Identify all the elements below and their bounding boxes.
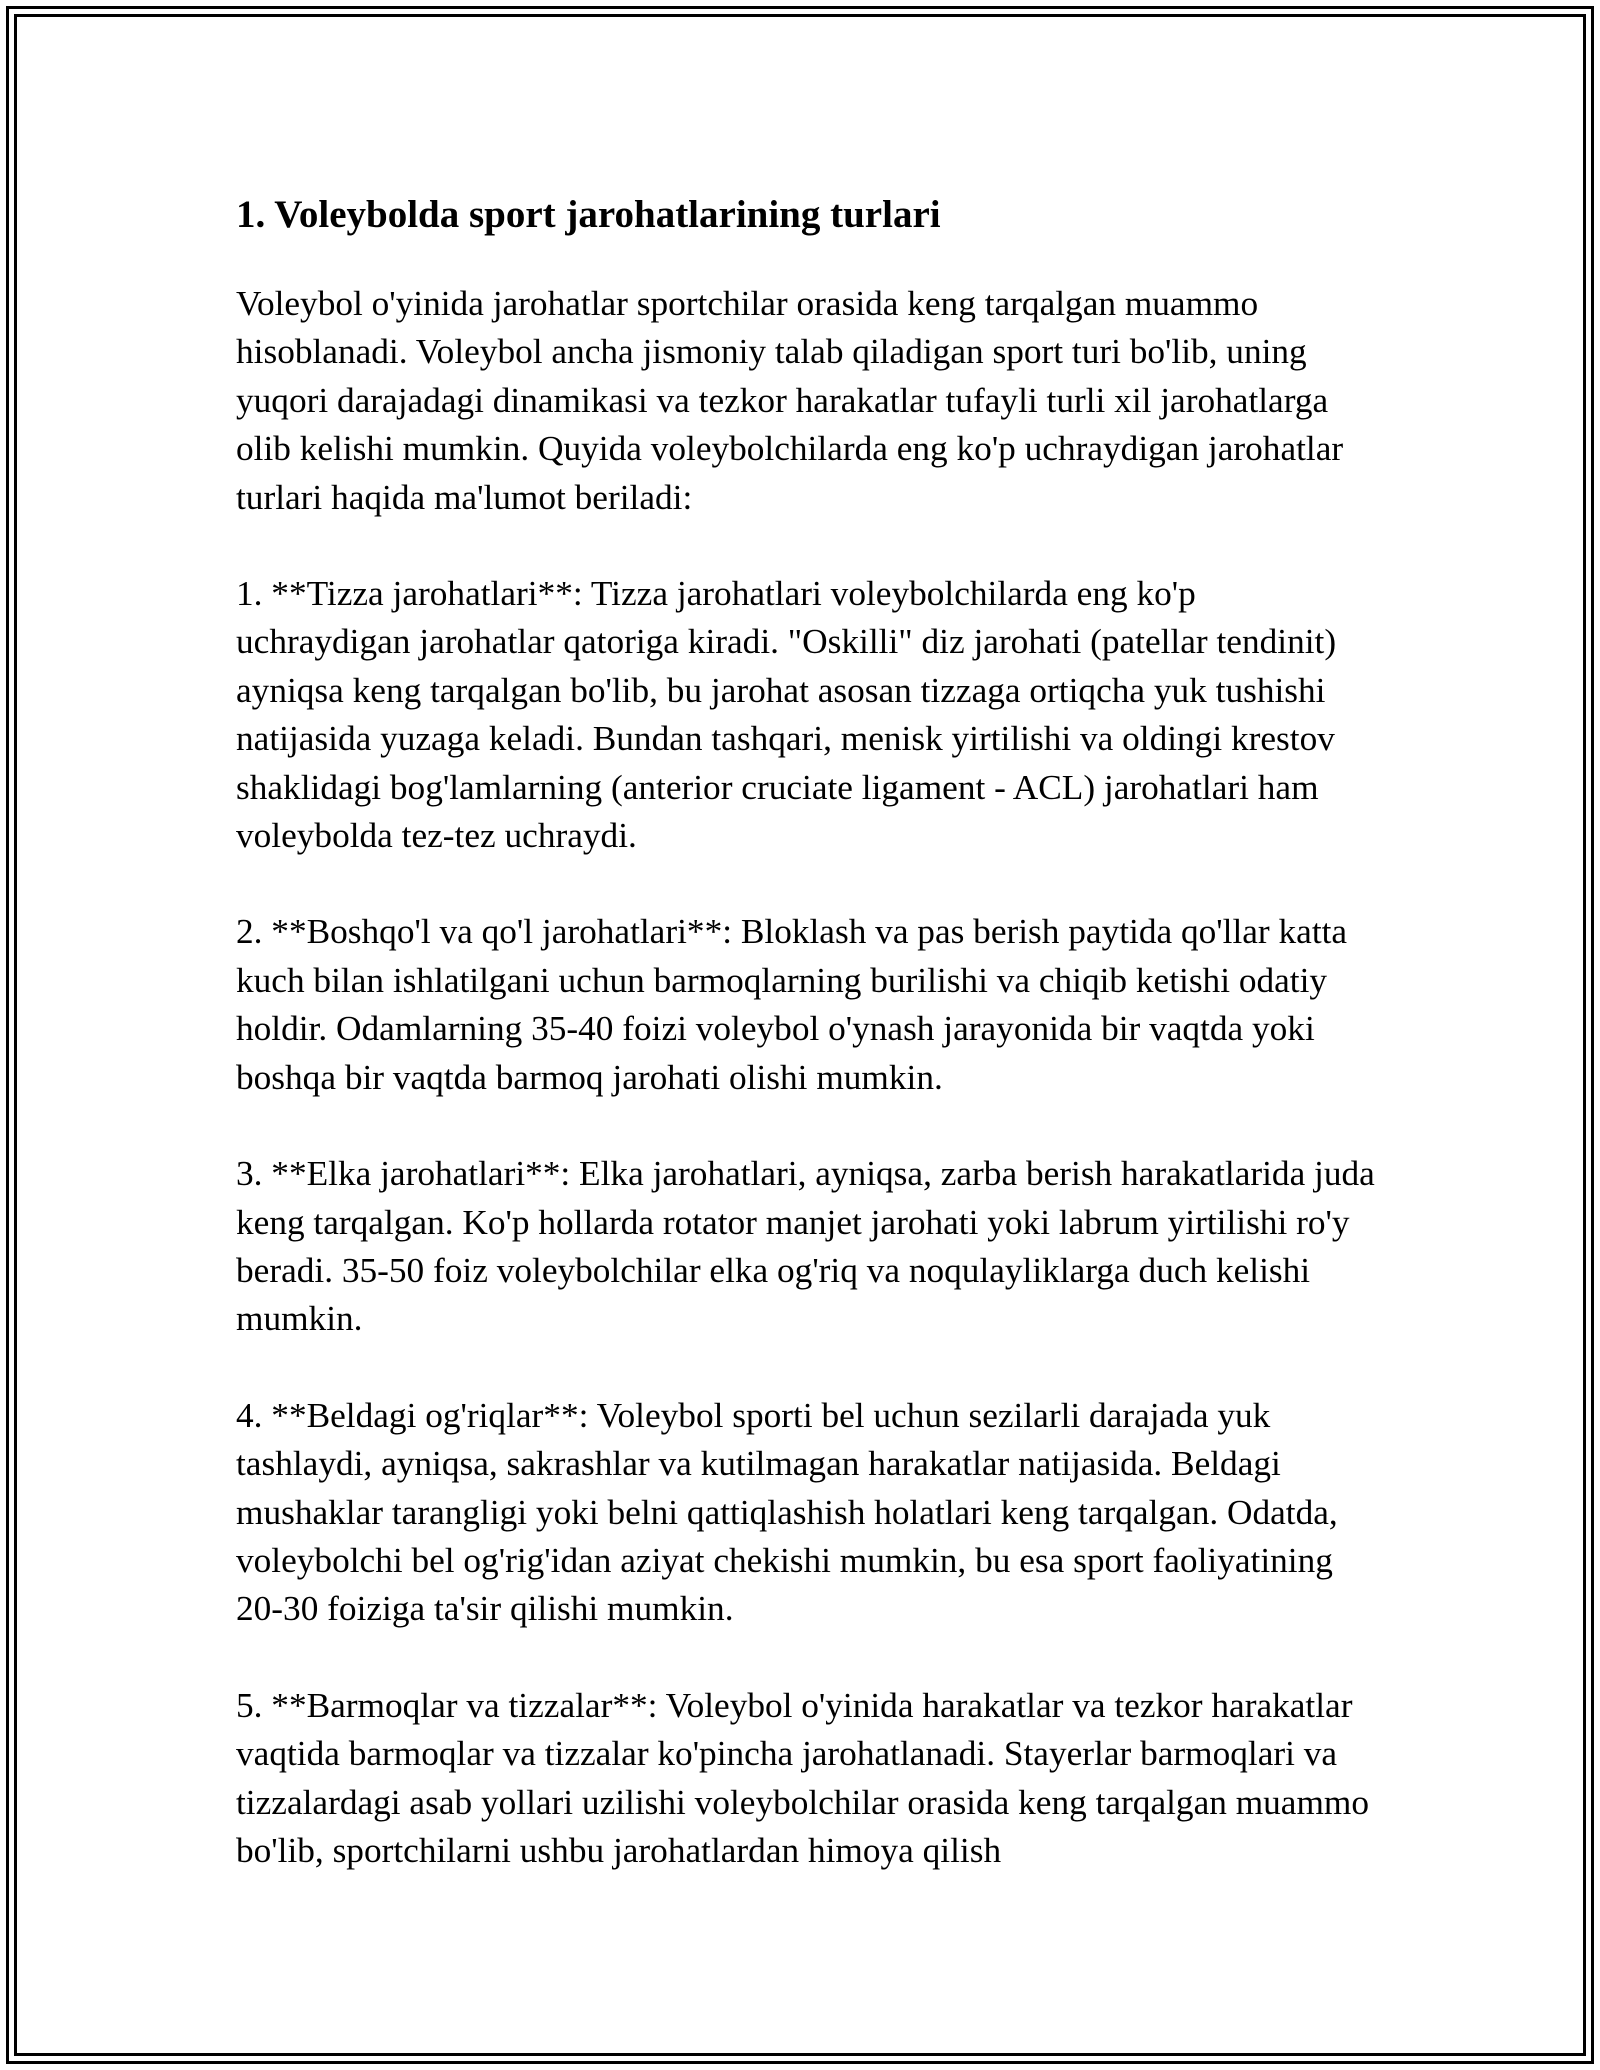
document-body [236,182,1376,1923]
paragraph-hand-injuries: 2. **Boshqo'l va qo'l jarohatlari**: Bloklash va pas berish paytida qo'llar katta kuch bilan ishlatilgani uchun barmoqlarning burilishi va chiqib ketishi odatiy holdir. Odamlarning 35-40 foizi voleybol o'ynash jarayonida bir vaqtda yoki boshqa bir vaqtda barmoq jarohati olishi mumkin. [236,912,1348,1097]
paragraph-shoulder-injuries: 3. **Elka jarohatlari**: Elka jarohatlari, ayniqsa, zarba berish harakatlarida juda keng tarqalgan. Ko'p hollarda rotator manjet jarohati yoki labrum yirtilishi ro'y beradi. 35-50 foiz voleybolchilar elka og'riq va noqulayliklarga duch kelishi mumkin. [236,1154,1375,1339]
paragraph-knee-injuries: 1. **Tizza jarohatlari**: Tizza jarohatlari voleybolchilarda eng ko'p uchraydigan jarohatlar qatoriga kiradi. "Oskilli" diz jarohati (patellar tendinit) ayniqsa keng tarqalgan bo'lib, bu jarohat asosan tizzaga ortiqcha yuk tushishi natijasida yuzaga keladi. Bundan tashqari, menisk yirtilishi va oldingi krestov shaklidagi bog'lamlarning (anterior cruciate ligament - ACL) jarohatlari ham voleybolda tez-tez uchraydi. [236,574,1337,856]
paragraph-back-pain: 4. **Beldagi og'riqlar**: Voleybol sporti bel uchun sezilarli darajada yuk tashlaydi, ayniqsa, sakrashlar va kutilmagan harakatlar natijasida. Beldagi mushaklar tarangligi yoki belni qattiqlashish holatlari keng tarqalgan. Odatda, voleybolchi bel og'rig'idan aziyat chekishi mumkin, bu esa sport faoliyatining 20-30 foiziga ta'sir qilishi mumkin. [236,1395,1338,1629]
intro-paragraph: Voleybol o'yinida jarohatlar sportchilar orasida keng tarqalgan muammo hisoblanadi. Voleybol ancha jismoniy talab qiladigan sport turi bo'lib, uning yuqori darajadagi dinamikasi va tezkor harakatlar tufayli turli xil jarohatlarga olib kelishi mumkin. Quyida voleybolchilarda eng ko'p uchraydigan jarohatlar turlari haqida ma'lumot beriladi: [236,284,1344,517]
paragraph-fingers-knees: 5. **Barmoqlar va tizzalar**: Voleybol o'yinida harakatlar va tezkor harakatlar vaqtida barmoqlar va tizzalar ko'pincha jarohatlanadi. Stayerlar barmoqlari va tizzalardagi asab yollari uzilishi voleybolchilar orasida keng tarqalgan muammo bo'lib, sportchilarni ushbu jarohatlardan himoya qilish [236,1685,1370,1870]
section-heading: 1. Voleybolda sport jarohatlarining turlari [236,193,941,236]
